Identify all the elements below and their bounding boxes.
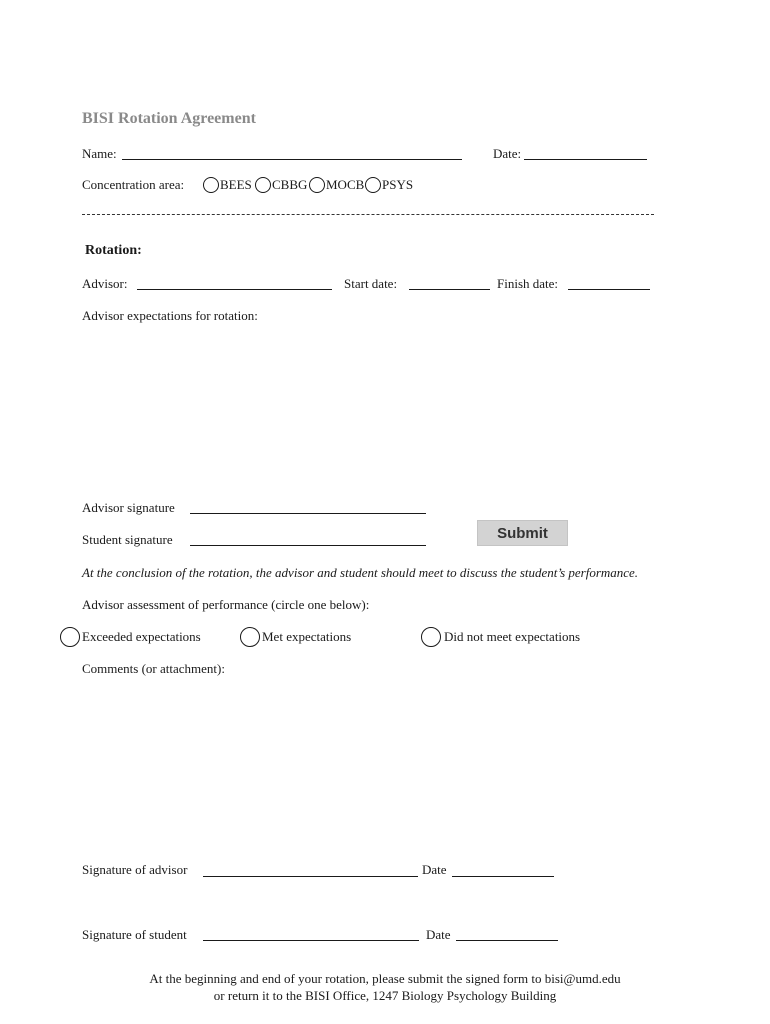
- date-input[interactable]: [526, 144, 645, 158]
- signature-student-input[interactable]: [205, 925, 417, 939]
- submit-button[interactable]: Submit: [477, 520, 568, 546]
- name-underline: [122, 159, 462, 160]
- signature-advisor-date-underline: [452, 876, 554, 877]
- radio-exceeded[interactable]: [60, 627, 80, 647]
- name-label: Name:: [82, 146, 117, 161]
- concentration-label: Concentration area:: [82, 177, 185, 192]
- footer-note: [0, 970, 770, 1004]
- student-signature-input[interactable]: [192, 530, 424, 544]
- radio-bees[interactable]: [203, 177, 219, 193]
- radio-not-met[interactable]: [421, 627, 441, 647]
- advisor-signature-underline: [190, 513, 426, 514]
- signature-student-underline: [203, 940, 419, 941]
- start-date-input[interactable]: [411, 274, 488, 288]
- finish-date-label: Finish date:: [497, 276, 559, 291]
- concentration-mocb-label: MOCB: [326, 177, 365, 192]
- date-label: Date:: [493, 146, 522, 161]
- signature-student-date-underline: [456, 940, 558, 941]
- radio-psys[interactable]: [365, 177, 381, 193]
- footer-line-1: At the beginning and end of your rotation, please submit the signed form to bisi@umd.edu: [149, 971, 621, 986]
- rotation-heading: Rotation:: [85, 243, 142, 258]
- concentration-cbbg-label: CBBG: [272, 177, 308, 192]
- form-title: BISI Rotation Agreement: [82, 110, 256, 127]
- assessment-not-met-label: Did not meet expectations: [444, 629, 581, 644]
- date-underline: [524, 159, 647, 160]
- signature-advisor-label: Signature of advisor: [82, 862, 188, 877]
- signature-advisor-input[interactable]: [205, 861, 416, 875]
- advisor-label: Advisor:: [82, 276, 128, 291]
- signature-advisor-date-input[interactable]: [454, 861, 552, 875]
- finish-date-input[interactable]: [570, 274, 648, 288]
- advisor-signature-label: Advisor signature: [82, 500, 175, 515]
- expectations-label: Advisor expectations for rotation:: [82, 308, 258, 323]
- start-date-underline: [409, 289, 490, 290]
- footer-line-2: or return it to the BISI Office, 1247 Biology Psychology Building: [213, 988, 557, 1003]
- signature-advisor-date-label: Date: [422, 862, 447, 877]
- conclusion-note: At the conclusion of the rotation, the advisor and student should meet to discuss the student’s performance.: [82, 565, 639, 580]
- section-divider: [82, 214, 654, 215]
- comments-textarea[interactable]: [82, 681, 686, 855]
- radio-met[interactable]: [240, 627, 260, 647]
- advisor-input[interactable]: [139, 274, 330, 288]
- student-signature-label: Student signature: [82, 532, 173, 547]
- assessment-exceeded-label: Exceeded expectations: [82, 629, 201, 644]
- concentration-psys-label: PSYS: [382, 177, 414, 192]
- student-signature-underline: [190, 545, 426, 546]
- radio-mocb[interactable]: [309, 177, 325, 193]
- name-input[interactable]: [124, 144, 460, 158]
- signature-student-date-input[interactable]: [458, 925, 556, 939]
- signature-student-date-label: Date: [426, 927, 451, 942]
- concentration-bees-label: BEES: [220, 177, 252, 192]
- comments-label: Comments (or attachment):: [82, 661, 225, 676]
- assessment-met-label: Met expectations: [262, 629, 352, 644]
- start-date-label: Start date:: [344, 276, 398, 291]
- expectations-textarea[interactable]: [82, 328, 686, 492]
- assessment-label: Advisor assessment of performance (circle one below):: [82, 597, 370, 612]
- signature-student-label: Signature of student: [82, 927, 187, 942]
- finish-date-underline: [568, 289, 650, 290]
- radio-cbbg[interactable]: [255, 177, 271, 193]
- advisor-underline: [137, 289, 332, 290]
- signature-advisor-underline: [203, 876, 418, 877]
- advisor-signature-input[interactable]: [192, 498, 424, 512]
